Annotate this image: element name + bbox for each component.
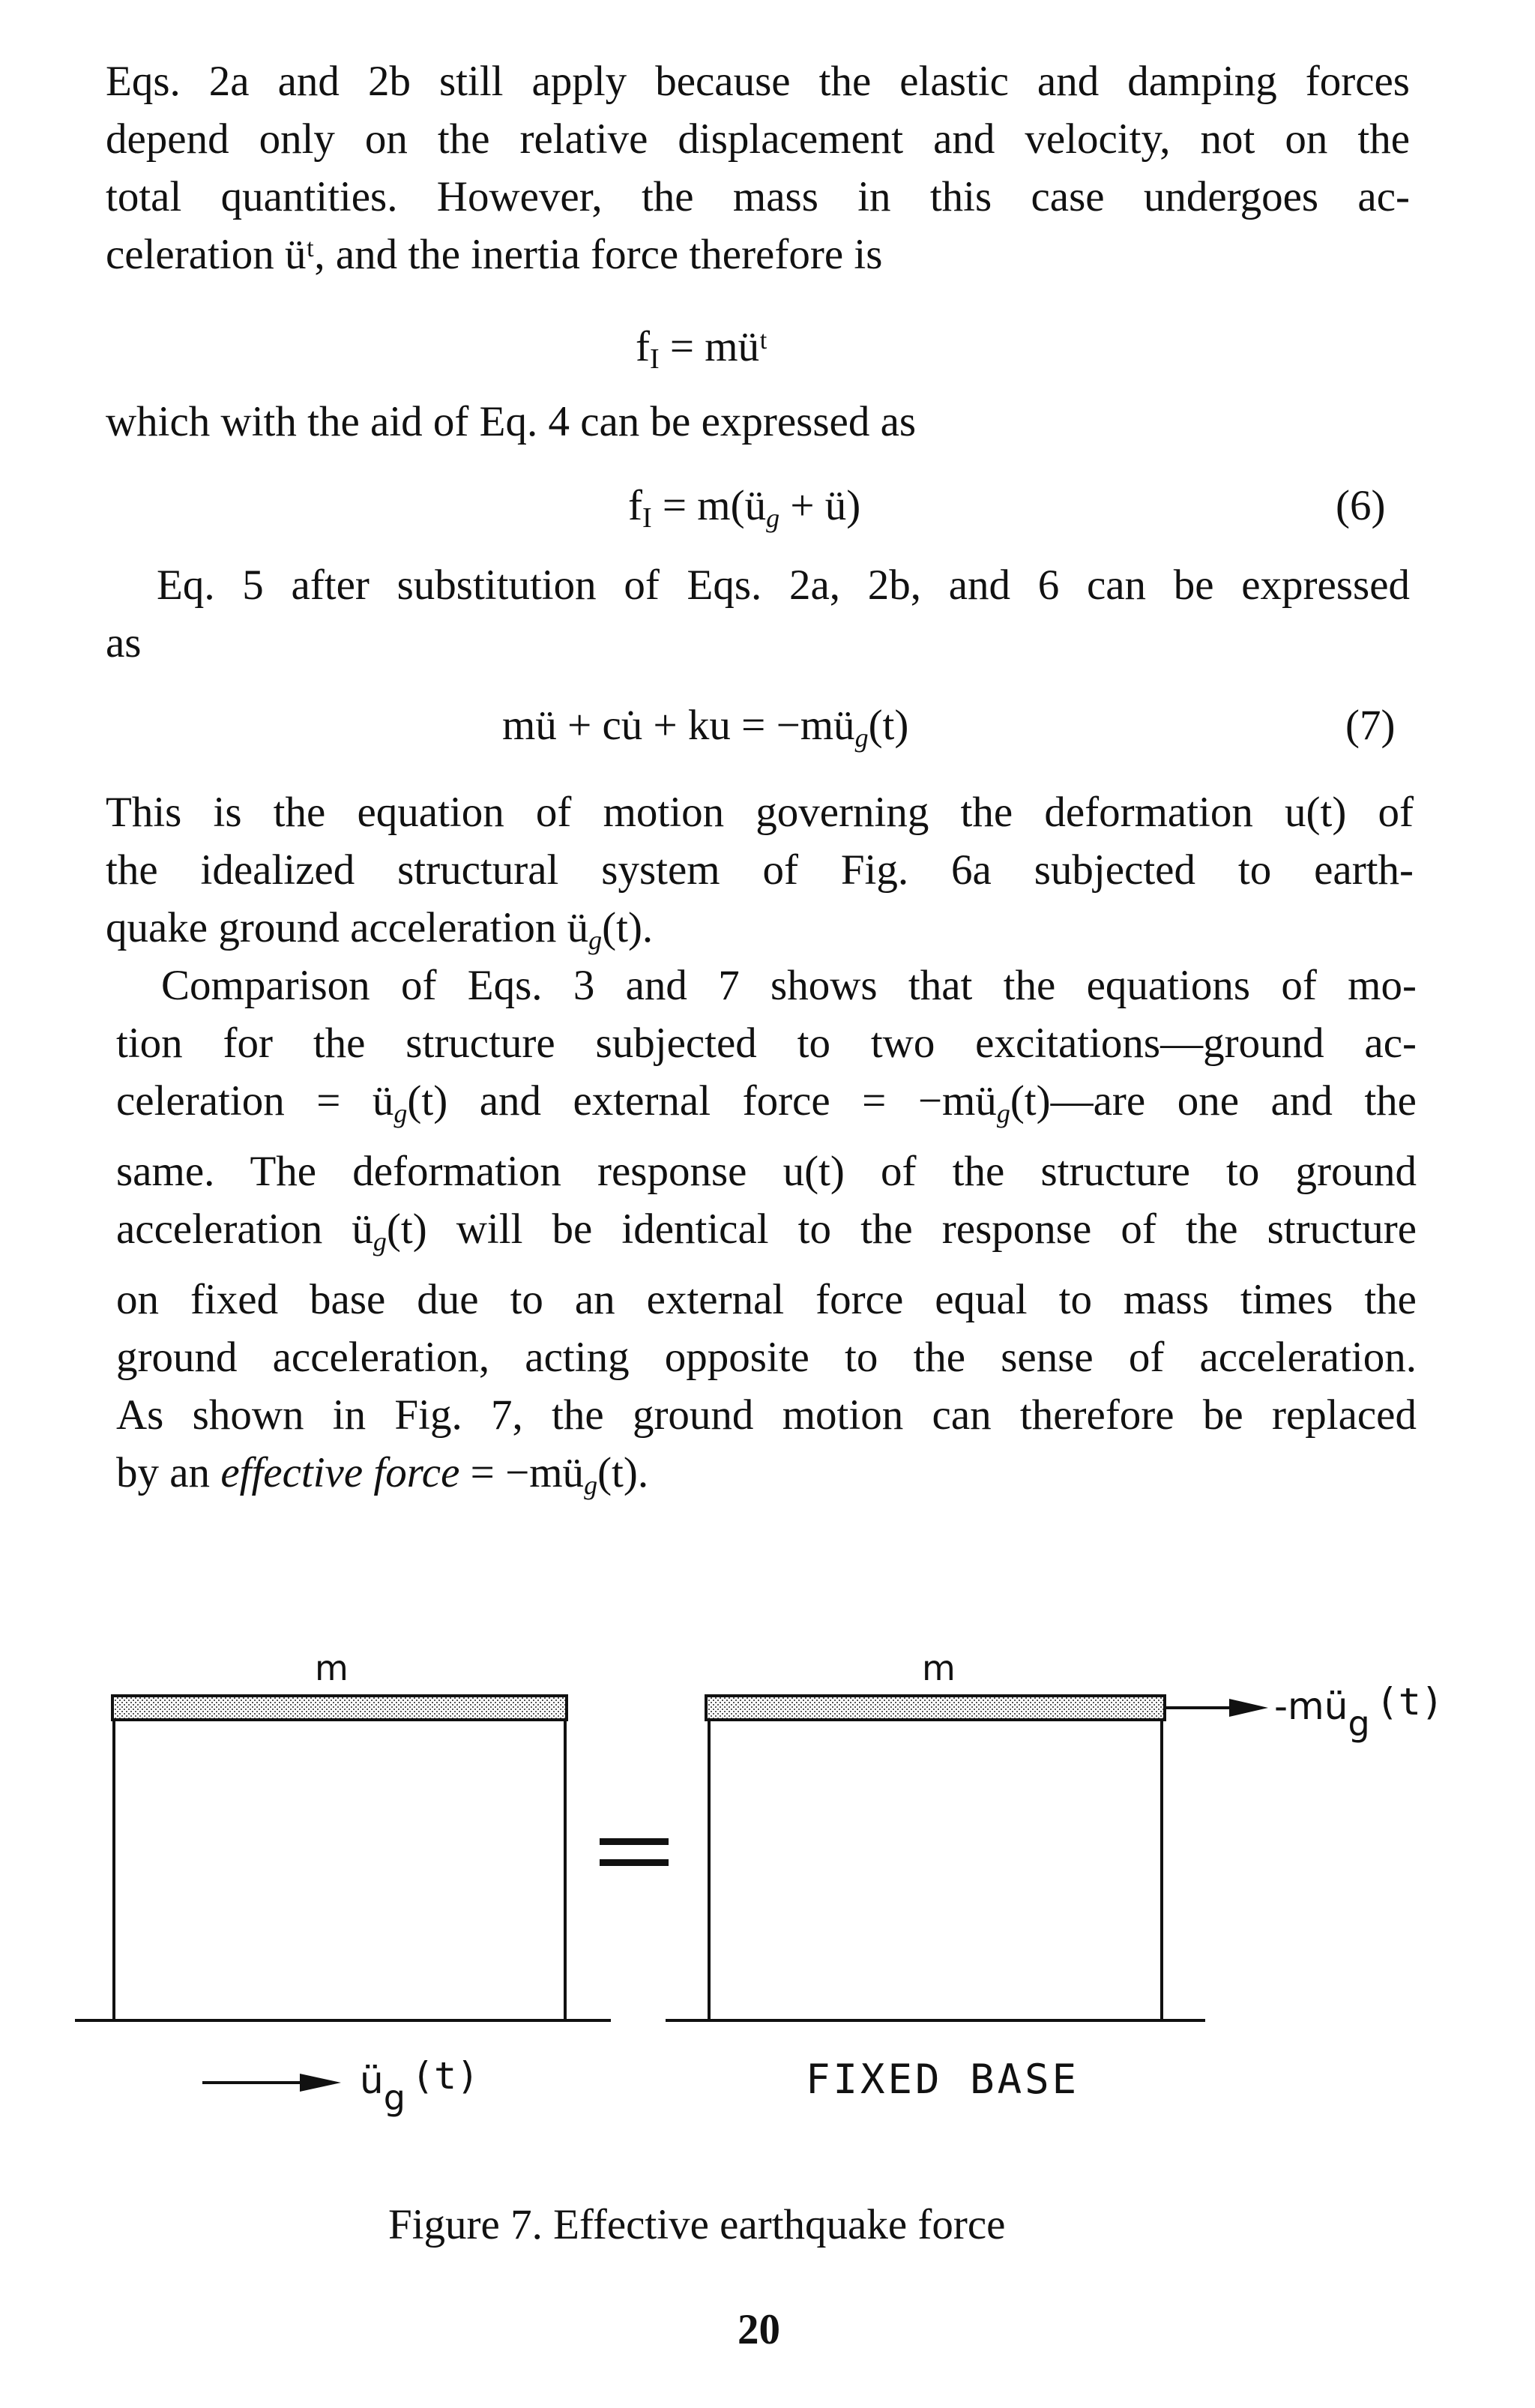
subscript: g (584, 1470, 598, 1500)
eq-part: + ü) (779, 482, 861, 529)
page-number: 20 (738, 2306, 780, 2353)
text-line: celeration üᵗ, and the inertia force therefore is (106, 231, 883, 278)
equation-7 (502, 701, 908, 753)
eq-symbol: f (628, 482, 642, 529)
text-line: same. The deformation response u(t) of the structure to ground (116, 1148, 1417, 1195)
left-mass-slab (112, 1696, 567, 1720)
label-part: (t) (411, 2054, 480, 2098)
eq-subscript: g (766, 503, 780, 533)
emphasis-text: effective force (220, 1449, 460, 1496)
ground-acceleration-arrow (202, 2074, 341, 2092)
subscript: g (588, 925, 603, 955)
text-part: acceleration ü (116, 1205, 373, 1253)
fixed-base-label: FIXED BASE (806, 2056, 1080, 2103)
equals-sign (600, 1838, 669, 1866)
eq-symbol: f (636, 323, 650, 370)
effective-force-arrow (1166, 1699, 1268, 1717)
eq-rhs: = müᵗ (659, 323, 768, 370)
equation-number-6: (6) (1336, 482, 1386, 529)
text-line (116, 1072, 1417, 1143)
paragraph-2 (106, 783, 1414, 969)
text-line: Eq. 5 after substitution of Eqs. 2a, 2b, and 6 can be expressed (157, 562, 1410, 609)
text-part: (t)—are one and the (1010, 1077, 1417, 1125)
eq-part: mü + cu̇ + ku = −mü (502, 702, 855, 749)
text-line: As shown in Fig. 7, the ground motion can therefore be replaced (116, 1391, 1417, 1439)
right-mass-slab (706, 1696, 1165, 1720)
paragraph-3 (116, 957, 1417, 1514)
eq-part: = m(ü (651, 482, 767, 529)
ground-motion-label (360, 2054, 480, 2118)
left-frame (75, 1696, 611, 2020)
text-line: This is the equation of motion governing the deformation u(t) of (106, 789, 1414, 836)
text-line: as (106, 619, 142, 666)
text-part: (t) and external force = −mü (407, 1077, 997, 1125)
subscript: g (393, 1098, 408, 1128)
label-part: ü (360, 2059, 384, 2102)
eq-subscript: I (649, 343, 660, 375)
text-part: quake ground acceleration ü (106, 904, 589, 951)
subscript: g (1348, 1703, 1370, 1744)
mass-label-left: m (315, 1648, 349, 1688)
figure-caption: Figure 7. Effective earthquake force (388, 2201, 1006, 2248)
text-line: Eqs. 2a and 2b still apply because the elastic and damping forces (106, 58, 1410, 105)
label-part: (t) (1375, 1680, 1444, 1724)
text-part: celeration = ü (116, 1077, 394, 1125)
equation-number-7: (7) (1345, 702, 1396, 749)
mass-label-right: m (922, 1648, 956, 1688)
text-part: by an (116, 1449, 221, 1496)
eq-subscript: g (854, 723, 869, 753)
text-line: which with the aid of Eq. 4 can be expressed as (106, 398, 917, 445)
text-part: (t) will be identical to the response of the structure (386, 1205, 1417, 1253)
text-line: Comparison of Eqs. 3 and 7 shows that the equations of mo- (161, 962, 1417, 1009)
subscript: g (383, 2077, 405, 2118)
equation-inertia-force (636, 322, 768, 376)
equation-6 (628, 481, 860, 535)
effective-force-label (1274, 1680, 1444, 1744)
subscript: g (996, 1098, 1010, 1128)
text-part: (t). (602, 904, 654, 951)
text-line: total quantities. However, the mass in this case undergoes ac- (106, 173, 1410, 220)
text-line (116, 1200, 1417, 1271)
text-line: tion for the structure subjected to two excitations—ground ac- (116, 1020, 1417, 1067)
subscript: g (373, 1226, 387, 1256)
label-part: -mü (1274, 1685, 1348, 1728)
paragraph-1 (106, 52, 1410, 283)
text-part: = −mü (459, 1449, 585, 1496)
text-line: depend only on the relative displacement and velocity, not on the (106, 115, 1410, 163)
text-line: ground acceleration, acting opposite to the sense of acceleration. (116, 1334, 1417, 1381)
text-line (116, 1444, 1417, 1514)
text-line: on fixed base due to an external force equal to mass times the (116, 1276, 1417, 1323)
text-eq5 (106, 556, 1410, 672)
eq-subscript: I (642, 502, 652, 534)
eq-part: (t) (868, 702, 909, 749)
right-frame (666, 1696, 1205, 2020)
text-with-aid (106, 393, 1410, 451)
text-line: the idealized structural system of Fig. 6a subjected to earth- (106, 846, 1414, 894)
text-part: (t). (597, 1449, 649, 1496)
